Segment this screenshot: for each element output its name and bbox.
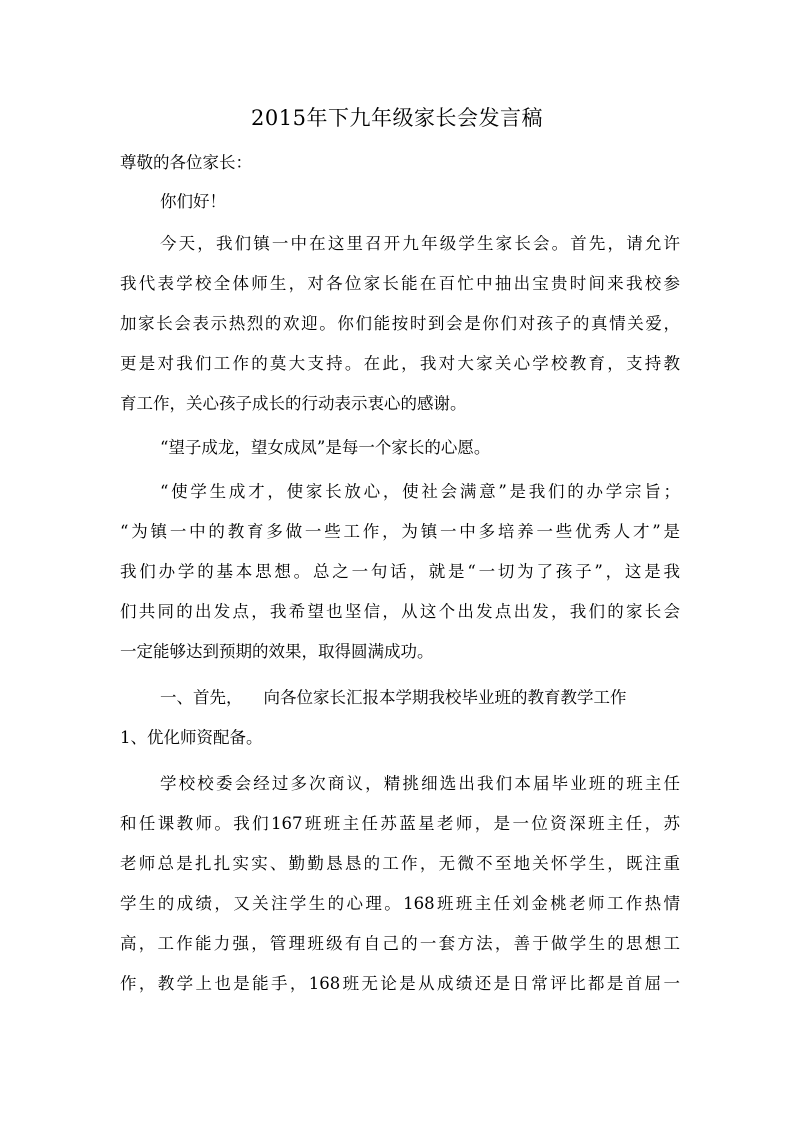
document-title: 2015年下九年级家长会发言稿 — [251, 106, 543, 130]
section-heading: 一、首先， 向各位家长汇报本学期我校毕业班的教育教学工作 — [160, 688, 627, 707]
salutation: 尊敬的各位家长： — [120, 153, 252, 172]
paragraph-line: 我代表学校全体师生，对各位家长能在百忙中抽出宝贵时间来我校参 — [120, 274, 680, 293]
paragraph-line: 我们办学的基本思想。总之一句话，就是“一切为了孩子”，这是我 — [120, 562, 680, 581]
paragraph-line: 高，工作能力强，管理班级有自己的一套方法，善于做学生的思想工 — [120, 934, 680, 953]
subsection-heading: 1、优化师资配备。 — [120, 728, 263, 747]
paragraph-line: 作，教学上也是能手，168班无论是从成绩还是日常评比都是首屈一 — [120, 974, 680, 993]
paragraph-line: 更是对我们工作的莫大支持。在此，我对大家关心学校教育，支持教 — [120, 354, 680, 373]
paragraph-line: 今天，我们镇一中在这里召开九年级学生家长会。首先，请允许 — [160, 234, 680, 253]
paragraph-line: “为镇一中的教育多做一些工作，为镇一中多培养一些优秀人才”是 — [120, 522, 680, 541]
paragraph-line: “使学生成才，使家长放心，使社会满意”是我们的办学宗旨； — [160, 482, 680, 501]
paragraph-line: 学生的成绩，又关注学生的心理。168班班主任刘金桃老师工作热情 — [120, 894, 680, 913]
paragraph-line: 加家长会表示热烈的欢迎。你们能按时到会是你们对孩子的真情关爱， — [120, 314, 680, 333]
paragraph-line: 老师总是扎扎实实、勤勤恳恳的工作，无微不至地关怀学生，既注重 — [120, 854, 680, 873]
greeting: 你们好！ — [160, 192, 226, 211]
paragraph-line: 们共同的出发点，我希望也坚信，从这个出发点出发，我们的家长会 — [120, 602, 680, 621]
paragraph-line: 育工作，关心孩子成长的行动表示衷心的感谢。 — [120, 394, 467, 413]
paragraph-line: 一定能够达到预期的效果，取得圆满成功。 — [120, 642, 434, 661]
paragraph-line: 和任课教师。我们167班班主任苏蓝星老师，是一位资深班主任，苏 — [120, 814, 680, 833]
paragraph-line: 学校校委会经过多次商议，精挑细选出我们本届毕业班的班主任 — [160, 774, 680, 793]
paragraph-line: “望子成龙，望女成凤”是每一个家长的心愿。 — [160, 438, 491, 457]
